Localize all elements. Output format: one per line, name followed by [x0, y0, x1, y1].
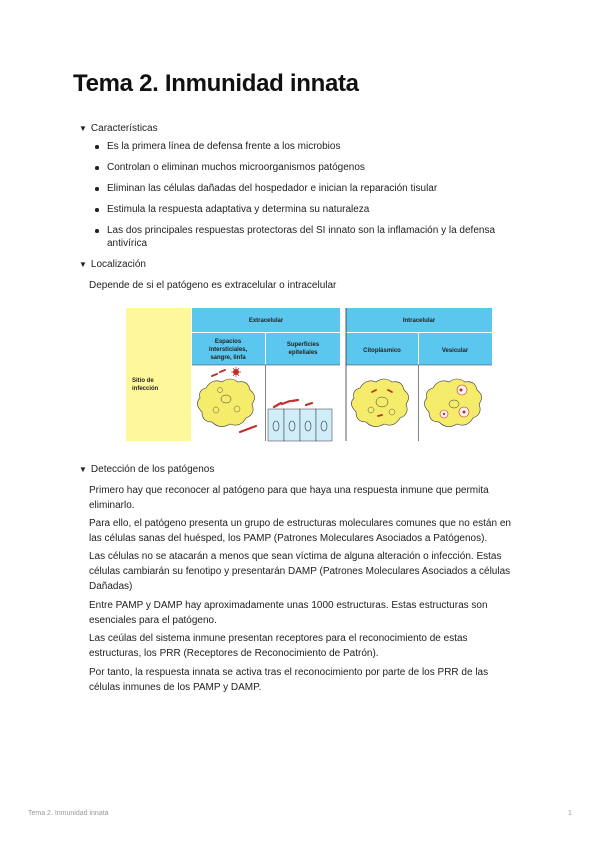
col1-label-line3: sangre, linfa	[210, 355, 246, 361]
extracellular-label: Extracelular	[248, 318, 284, 324]
paragraph-line: estructuras, los PRR (Receptores de Reconocimiento de Patrón).	[89, 648, 379, 659]
paragraph-line: Para ello, el patógeno presenta un grupo de estructuras moleculares comunes que no están en	[89, 518, 511, 529]
paragraph-line: células inmunes de los PAMP y DAMP.	[89, 682, 262, 693]
extracellular-col2-header	[266, 333, 340, 365]
localizacion-text: Depende de si el patógeno es extracelular o intracelular	[89, 280, 337, 291]
deteccion-paragraph	[89, 549, 534, 594]
toggle-triangle-icon[interactable]: ▼	[79, 260, 87, 269]
toggle-caracteristicas[interactable]	[79, 123, 158, 134]
figure-row-label-line2: infección	[132, 386, 159, 392]
col1-label-line2: intersticiales,	[208, 347, 248, 353]
toggle-label: Características	[90, 123, 158, 134]
deteccion-paragraph	[89, 516, 534, 546]
deteccion-paragraph	[89, 598, 534, 628]
list-item: Estimula la respuesta adaptativa y determina su naturaleza	[91, 203, 531, 216]
col3-label: Citoplásmico	[363, 348, 401, 354]
cell-illustration-epithelial	[268, 400, 332, 441]
caracteristicas-list	[91, 140, 531, 258]
paragraph-line: Por tanto, la respuesta innata se activa tras el reconocimiento por parte de los PRR de las	[89, 667, 489, 678]
footer-title: Tema 2. Inmunidad innata	[28, 810, 109, 817]
infection-site-figure	[124, 306, 494, 443]
toggle-triangle-icon[interactable]: ▼	[79, 124, 87, 133]
figure-row-label-bg	[126, 308, 191, 441]
toggle-localizacion[interactable]	[79, 259, 146, 270]
list-item: Controlan o eliminan muchos microorganismos patógenos	[91, 161, 531, 174]
paragraph-line: células cambiarán su fenotipo y presentarán DAMP (Patrones Moleculares Asociados a células	[89, 566, 511, 577]
col1-label-line1: Espacios	[214, 339, 242, 345]
list-item: Eliminan las células dañadas del hospedador e inician la reparación tisular	[91, 182, 531, 195]
cell-illustration-vesicular	[424, 379, 481, 427]
cell-illustration-cytoplasmic	[351, 379, 408, 427]
paragraph-line: las células sanas del huésped, los PAMP (Patrones Moleculares Asociados a Patógenos).	[89, 533, 488, 544]
paragraph-line: Las células no se atacarán a menos que sean víctima de alguna alteración o infección. Estas	[89, 551, 502, 562]
paragraph-line: Entre PAMP y DAMP hay aproximadamente unas 1000 estructuras. Estas estructuras son	[89, 600, 488, 611]
list-item: Las dos principales respuestas protectoras del SI innato son la inflamación y la defensa antivírica	[91, 224, 531, 250]
paragraph-line: Primero hay que reconocer al patógeno para que haya una respuesta inmune que permita	[89, 485, 489, 496]
col4-label: Vesicular	[441, 348, 469, 354]
cell-illustration-interstitial	[197, 367, 256, 432]
paragraph-line: eliminarlo.	[89, 500, 135, 511]
figure-row-label-line1: Sitio de	[132, 378, 154, 384]
toggle-triangle-icon[interactable]: ▼	[79, 465, 87, 474]
toggle-label: Localización	[90, 259, 146, 270]
toggle-deteccion[interactable]	[79, 464, 214, 475]
page-number: 1	[568, 810, 572, 817]
list-item: Es la primera línea de defensa frente a los microbios	[91, 140, 531, 153]
paragraph-line: Dañadas)	[89, 581, 133, 592]
col2-label-line1: Superficies	[286, 342, 320, 348]
deteccion-paragraph	[89, 665, 534, 695]
paragraph-line: esenciales para el patógeno.	[89, 615, 217, 626]
intracellular-label: Intracelular	[402, 318, 436, 324]
deteccion-paragraph	[89, 483, 534, 513]
page-title: Tema 2. Inmunidad innata	[73, 70, 359, 97]
col2-label-line2: epiteliales	[288, 350, 318, 356]
toggle-label: Detección de los patógenos	[90, 464, 215, 475]
deteccion-paragraph	[89, 631, 534, 661]
paragraph-line: Las ceúlas del sistema inmune presentan receptores para el reconocimiento de estas	[89, 633, 468, 644]
